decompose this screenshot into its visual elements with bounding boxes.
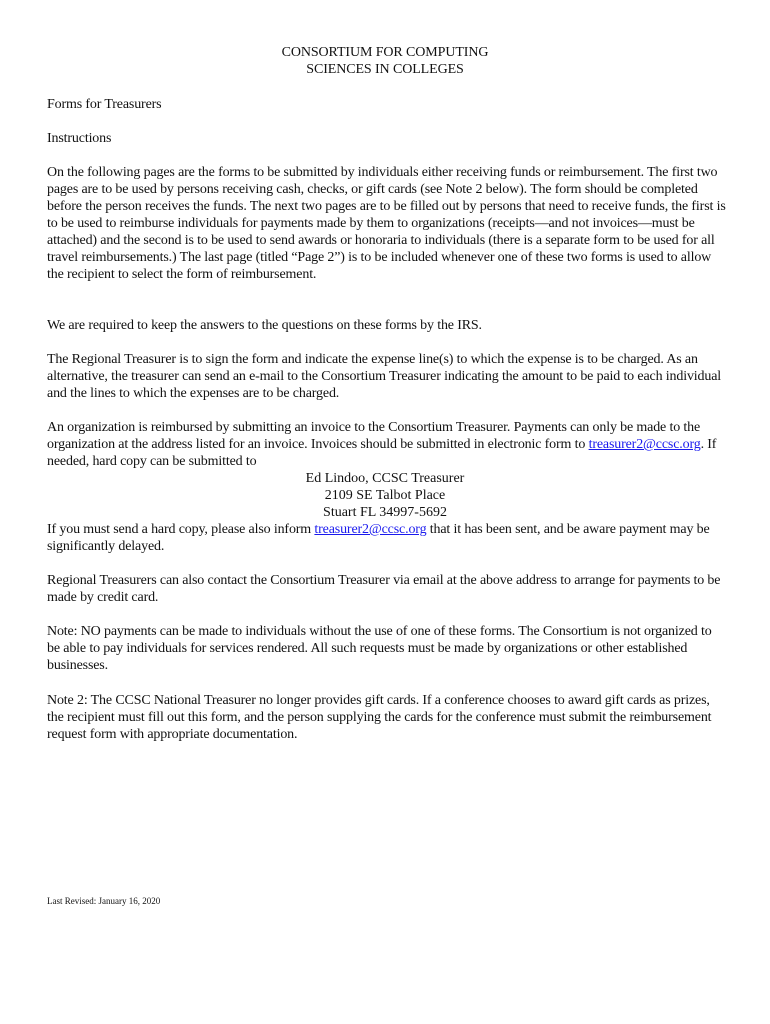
treasurer-email-link-2[interactable]: treasurer2@ccsc.org — [314, 522, 427, 537]
address-line-3: Stuart FL 34997-5692 — [323, 505, 447, 520]
mailing-address — [0, 470, 770, 521]
paragraph-invoice — [47, 419, 727, 470]
paragraph-note-1: Note: NO payments can be made to individuals without the use of one of these forms. The Consortium is not organized to be able to pay individuals for services rendered. All such requests must be made by organizations or other established businesses. — [47, 624, 712, 673]
address-line-2: 2109 SE Talbot Place — [324, 488, 446, 503]
hard-copy-text-before: If you must send a hard copy, please also inform — [47, 522, 315, 537]
paragraph-forms-overview: On the following pages are the forms to be submitted by individuals either receiving funds or reimbursement. The first two pages are to be used by persons receiving cash, checks, or gift cards (see Note 2 below). The form should be completed before the person receives the funds. The next two pages are to be filled out by persons that need to receive funds, the first is to be used to reimburse individuals for payments made by them to organizations (receipts—and not invoices—must be attached) and the second is to be used to send awards or honoraria to individuals (there is a separate form to be used for all travel reimbursements.) The last page (titled “Page 2”) is to be included whenever one of these two forms is used to allow the recipient to select the form of reimbursement. — [47, 165, 726, 282]
treasurer-email-link[interactable]: treasurer2@ccsc.org — [588, 437, 701, 452]
address-line-1: Ed Lindoo, CCSC Treasurer — [305, 471, 465, 486]
document-title — [0, 44, 770, 78]
instructions-heading: Instructions — [47, 131, 112, 146]
paragraph-regional-treasurer: The Regional Treasurer is to sign the form and indicate the expense line(s) to which the expense is to be charged. As an alternative, the treasurer can send an e-mail to the Consortium Treasurer indicating the amount to be paid to each individual and the lines to which the expenses are to be charged. — [47, 352, 722, 401]
invoice-text-before: An organization is reimbursed by submitting an invoice to the Consortium Treasurer. Payments can only be made to the organization at the address listed for an invoice. Invoices should be submitted in electronic form to — [47, 420, 701, 452]
title-line-1: CONSORTIUM FOR COMPUTING — [281, 45, 489, 60]
paragraph-hard-copy — [47, 521, 727, 555]
invoice-text-after: . If needed, hard copy can be submitted to — [47, 437, 717, 469]
subtitle: Forms for Treasurers — [47, 97, 162, 112]
title-line-2: SCIENCES IN COLLEGES — [306, 62, 464, 77]
hard-copy-text-after: that it has been sent, and be aware payment may be significantly delayed. — [47, 522, 710, 554]
paragraph-irs: We are required to keep the answers to the questions on these forms by the IRS. — [47, 318, 482, 333]
last-revised: Last Revised: January 16, 2020 — [47, 896, 161, 906]
paragraph-note-2: Note 2: The CCSC National Treasurer no longer provides gift cards. If a conference chooses to award gift cards as prizes, the recipient must fill out this form, and the person supplying the cards for the conference must submit the reimbursement request form with appropriate documentation. — [47, 693, 712, 742]
paragraph-credit-card: Regional Treasurers can also contact the Consortium Treasurer via email at the above address to arrange for payments to be made by credit card. — [47, 573, 721, 605]
